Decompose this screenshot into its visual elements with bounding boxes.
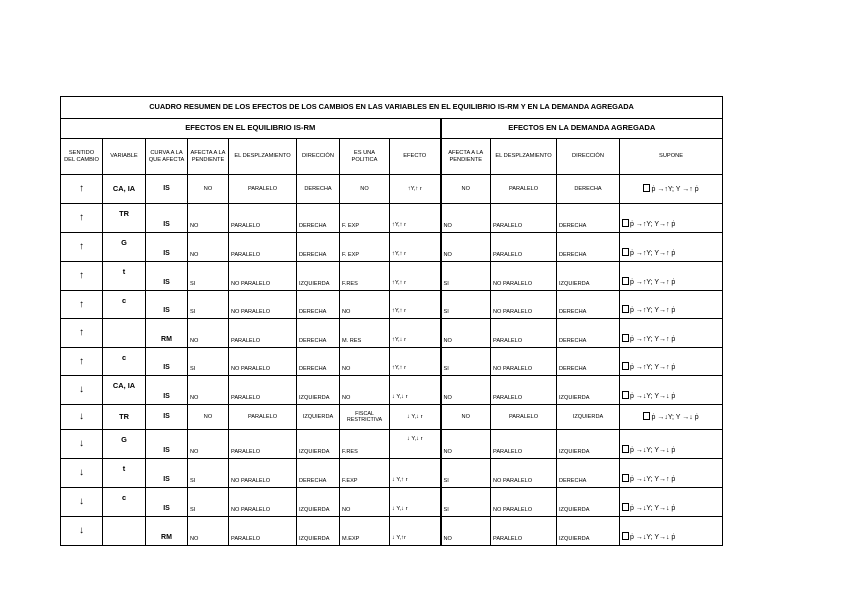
header-direccion: DIRECCIÓN	[297, 139, 340, 175]
table-title: CUADRO RESUMEN DE LOS EFECTOS DE LOS CAMBIOS EN LAS VARIABLES EN EL EQUILIBRIO IS-RM Y EN LA DEMANDA AGREGADA	[61, 97, 723, 119]
direccion-da-cell: IZQUIERDA	[557, 488, 620, 517]
sentido-cell: ↓	[61, 405, 103, 430]
box-glyph-icon	[622, 334, 629, 342]
pendiente-da-cell: NO	[441, 517, 491, 546]
curva-cell: IS	[146, 405, 188, 430]
variable-cell	[103, 319, 146, 348]
desplazamiento-da-cell: PARALELO	[491, 376, 557, 405]
curva-cell: IS	[146, 430, 188, 459]
direccion-da-cell: DERECHA	[557, 348, 620, 376]
politica-cell: F.EXP	[340, 459, 390, 488]
sentido-cell: ↑	[61, 262, 103, 291]
curva-cell: IS	[146, 204, 188, 233]
desplazamiento-da-cell: PARALELO	[491, 517, 557, 546]
desplazamiento-cell: PARALELO	[229, 319, 297, 348]
table-row	[61, 175, 723, 204]
supone-cell: ṗ →↑Y; Y→↑ ṗ	[620, 262, 723, 291]
sentido-cell: ↑	[61, 175, 103, 204]
direccion-cell: DERECHA	[297, 459, 340, 488]
desplazamiento-da-cell: PARALELO	[491, 319, 557, 348]
direccion-da-cell: DERECHA	[557, 175, 620, 204]
supone-cell: ṗ →↑Y; Y→↑ ṗ	[620, 291, 723, 319]
header-direccion-da: DIRECCIÓN	[557, 139, 620, 175]
pendiente-cell: SI	[188, 262, 229, 291]
supone-cell: ṗ →↑Y; Y→↑ ṗ	[620, 204, 723, 233]
variable-cell: c	[103, 488, 146, 517]
direccion-da-cell: IZQUIERDA	[557, 376, 620, 405]
direccion-cell: IZQUIERDA	[297, 376, 340, 405]
efecto-cell: ↑Y,↑ r	[390, 291, 441, 319]
curva-cell: IS	[146, 291, 188, 319]
header-supone: SUPONE	[620, 139, 723, 175]
table-row	[61, 488, 723, 517]
direccion-cell: DERECHA	[297, 204, 340, 233]
desplazamiento-da-cell: PARALELO	[491, 430, 557, 459]
direccion-da-cell: DERECHA	[557, 233, 620, 262]
pendiente-da-cell: SI	[441, 291, 491, 319]
sentido-cell: ↑	[61, 233, 103, 262]
box-glyph-icon	[622, 362, 629, 370]
header-sentido: SENTIDO DEL CAMBIO	[61, 139, 103, 175]
variable-cell: t	[103, 459, 146, 488]
section-right-header: EFECTOS EN LA DEMANDA AGREGADA	[441, 119, 723, 139]
variable-cell: CA, IA	[103, 175, 146, 204]
variable-cell	[103, 517, 146, 546]
sentido-cell: ↑	[61, 319, 103, 348]
sentido-cell: ↑	[61, 291, 103, 319]
header-variable: VARIABLE	[103, 139, 146, 175]
desplazamiento-da-cell: PARALELO	[491, 233, 557, 262]
curva-cell: IS	[146, 262, 188, 291]
direccion-cell: IZQUIERDA	[297, 488, 340, 517]
box-glyph-icon	[622, 445, 629, 453]
table-row	[61, 262, 723, 291]
table-row	[61, 348, 723, 376]
efecto-cell: ↑Y,↑ r	[390, 204, 441, 233]
curva-cell: RM	[146, 319, 188, 348]
supone-cell: ṗ →↓Y; Y→↓ ṗ	[620, 376, 723, 405]
pendiente-da-cell: NO	[441, 204, 491, 233]
desplazamiento-cell: NO PARALELO	[229, 262, 297, 291]
efecto-cell: ↑Y,↓ r	[390, 319, 441, 348]
desplazamiento-da-cell: NO PARALELO	[491, 459, 557, 488]
efecto-cell: ↓ Y,↑ r	[390, 459, 441, 488]
direccion-cell: IZQUIERDA	[297, 405, 340, 430]
efecto-cell: ↓ Y,↓ r	[390, 430, 441, 459]
politica-cell: M. RES	[340, 319, 390, 348]
box-glyph-icon	[622, 532, 629, 540]
politica-cell: F.RES	[340, 430, 390, 459]
desplazamiento-cell: PARALELO	[229, 233, 297, 262]
curva-cell: IS	[146, 233, 188, 262]
pendiente-da-cell: SI	[441, 348, 491, 376]
header-efecto: EFECTO	[390, 139, 441, 175]
table-row	[61, 291, 723, 319]
pendiente-da-cell: NO	[441, 319, 491, 348]
summary-table	[60, 96, 723, 546]
pendiente-cell: NO	[188, 175, 229, 204]
direccion-cell: DERECHA	[297, 348, 340, 376]
variable-cell: t	[103, 262, 146, 291]
supone-cell: ṗ →↑Y; Y→↑ ṗ	[620, 233, 723, 262]
direccion-da-cell: DERECHA	[557, 204, 620, 233]
politica-cell: NO	[340, 291, 390, 319]
sentido-cell: ↓	[61, 376, 103, 405]
efecto-cell: ↓ Y,↓ r	[390, 405, 441, 430]
efecto-cell: ↑Y,↑ r	[390, 233, 441, 262]
desplazamiento-cell: PARALELO	[229, 175, 297, 204]
politica-cell: F. EXP	[340, 233, 390, 262]
variable-cell: c	[103, 291, 146, 319]
pendiente-da-cell: NO	[441, 405, 491, 430]
politica-cell: FISCAL RESTRICTIVA	[340, 405, 390, 430]
efecto-cell: ↑Y,↑ r	[390, 348, 441, 376]
box-glyph-icon	[622, 305, 629, 313]
pendiente-cell: SI	[188, 348, 229, 376]
desplazamiento-da-cell: NO PARALELO	[491, 291, 557, 319]
pendiente-cell: SI	[188, 459, 229, 488]
box-glyph-icon	[622, 248, 629, 256]
desplazamiento-cell: NO PARALELO	[229, 459, 297, 488]
desplazamiento-da-cell: PARALELO	[491, 175, 557, 204]
desplazamiento-cell: NO PARALELO	[229, 291, 297, 319]
table-row	[61, 517, 723, 546]
supone-cell: ṗ →↓Y; Y→↓ ṗ	[620, 488, 723, 517]
efecto-cell: ↓ Y,↑r	[390, 517, 441, 546]
efecto-cell: ↑Y,↑ r	[390, 262, 441, 291]
efecto-cell: ↑Y,↑ r	[390, 175, 441, 204]
box-glyph-icon	[622, 219, 629, 227]
box-glyph-icon	[622, 277, 629, 285]
table-row	[61, 319, 723, 348]
efecto-cell: ↓ Y,↓ r	[390, 488, 441, 517]
desplazamiento-cell: PARALELO	[229, 405, 297, 430]
table-row	[61, 376, 723, 405]
header-pendiente-da: AFECTA A LA PENDIENTE	[441, 139, 491, 175]
direccion-da-cell: IZQUIERDA	[557, 430, 620, 459]
direccion-cell: DERECHA	[297, 233, 340, 262]
curva-cell: IS	[146, 459, 188, 488]
sentido-cell: ↑	[61, 204, 103, 233]
box-glyph-icon	[622, 503, 629, 511]
curva-cell: IS	[146, 488, 188, 517]
politica-cell: F. EXP	[340, 204, 390, 233]
direccion-da-cell: DERECHA	[557, 291, 620, 319]
supone-cell: ṗ →↓Y; Y→↑ ṗ	[620, 459, 723, 488]
politica-cell: NO	[340, 175, 390, 204]
direccion-cell: IZQUIERDA	[297, 262, 340, 291]
box-glyph-icon	[622, 474, 629, 482]
table-row	[61, 233, 723, 262]
box-glyph-icon	[643, 412, 650, 420]
pendiente-cell: NO	[188, 517, 229, 546]
direccion-da-cell: IZQUIERDA	[557, 517, 620, 546]
politica-cell: NO	[340, 376, 390, 405]
desplazamiento-da-cell: PARALELO	[491, 204, 557, 233]
curva-cell: RM	[146, 517, 188, 546]
variable-cell: TR	[103, 405, 146, 430]
supone-cell: ṗ →↑Y; Y→↑ ṗ	[620, 348, 723, 376]
curva-cell: IS	[146, 348, 188, 376]
desplazamiento-cell: PARALELO	[229, 517, 297, 546]
desplazamiento-cell: NO PARALELO	[229, 348, 297, 376]
desplazamiento-da-cell: NO PARALELO	[491, 488, 557, 517]
supone-cell: ṗ →↓Y; Y →↓ ṗ	[620, 405, 723, 430]
supone-cell: ṗ →↑Y; Y→↑ ṗ	[620, 319, 723, 348]
sentido-cell: ↓	[61, 459, 103, 488]
pendiente-cell: SI	[188, 291, 229, 319]
pendiente-da-cell: SI	[441, 459, 491, 488]
politica-cell: M.EXP	[340, 517, 390, 546]
desplazamiento-cell: PARALELO	[229, 204, 297, 233]
box-glyph-icon	[622, 391, 629, 399]
supone-cell: ṗ →↑Y; Y →↑ ṗ	[620, 175, 723, 204]
variable-cell: G	[103, 430, 146, 459]
desplazamiento-da-cell: NO PARALELO	[491, 262, 557, 291]
direccion-cell: DERECHA	[297, 175, 340, 204]
direccion-cell: DERECHA	[297, 319, 340, 348]
pendiente-cell: SI	[188, 488, 229, 517]
table-row	[61, 204, 723, 233]
variable-cell: TR	[103, 204, 146, 233]
desplazamiento-cell: NO PARALELO	[229, 488, 297, 517]
desplazamiento-cell: PARALELO	[229, 376, 297, 405]
desplazamiento-da-cell: PARALELO	[491, 405, 557, 430]
direccion-da-cell: DERECHA	[557, 459, 620, 488]
politica-cell: NO	[340, 348, 390, 376]
pendiente-cell: NO	[188, 430, 229, 459]
direccion-da-cell: IZQUIERDA	[557, 262, 620, 291]
sentido-cell: ↓	[61, 430, 103, 459]
sentido-cell: ↓	[61, 488, 103, 517]
efecto-cell: ↓ Y,↓ r	[390, 376, 441, 405]
variable-cell: c	[103, 348, 146, 376]
curva-cell: IS	[146, 175, 188, 204]
politica-cell: NO	[340, 488, 390, 517]
header-pendiente: AFECTA A LA PENDIENTE	[188, 139, 229, 175]
pendiente-da-cell: NO	[441, 175, 491, 204]
table-row	[61, 430, 723, 459]
direccion-cell: DERECHA	[297, 291, 340, 319]
variable-cell: G	[103, 233, 146, 262]
supone-cell: ṗ →↓Y; Y→↓ ṗ	[620, 430, 723, 459]
pendiente-da-cell: NO	[441, 430, 491, 459]
table-row	[61, 459, 723, 488]
section-left-header: EFECTOS EN EL EQUILIBRIO IS-RM	[61, 119, 441, 139]
politica-cell: F.RES	[340, 262, 390, 291]
sentido-cell: ↑	[61, 348, 103, 376]
curva-cell: IS	[146, 376, 188, 405]
direccion-da-cell: DERECHA	[557, 319, 620, 348]
pendiente-cell: NO	[188, 376, 229, 405]
pendiente-da-cell: NO	[441, 376, 491, 405]
supone-cell: ṗ →↓Y; Y→↓ ṗ	[620, 517, 723, 546]
header-politica: ES UNA POLITICA	[340, 139, 390, 175]
header-desplazamiento: EL DESPLZAMIENTO	[229, 139, 297, 175]
desplazamiento-cell: PARALELO	[229, 430, 297, 459]
pendiente-da-cell: NO	[441, 233, 491, 262]
pendiente-cell: NO	[188, 405, 229, 430]
pendiente-da-cell: SI	[441, 262, 491, 291]
box-glyph-icon	[643, 184, 650, 192]
pendiente-cell: NO	[188, 319, 229, 348]
header-desplazamiento-da: EL DESPLZAMIENTO	[491, 139, 557, 175]
header-curva: CURVA A LA QUE AFECTA	[146, 139, 188, 175]
direccion-cell: IZQUIERDA	[297, 430, 340, 459]
pendiente-cell: NO	[188, 233, 229, 262]
variable-cell: CA, IA	[103, 376, 146, 405]
sentido-cell: ↓	[61, 517, 103, 546]
direccion-da-cell: IZQUIERDA	[557, 405, 620, 430]
direccion-cell: IZQUIERDA	[297, 517, 340, 546]
pendiente-cell: NO	[188, 204, 229, 233]
table-row	[61, 405, 723, 430]
desplazamiento-da-cell: NO PARALELO	[491, 348, 557, 376]
pendiente-da-cell: SI	[441, 488, 491, 517]
